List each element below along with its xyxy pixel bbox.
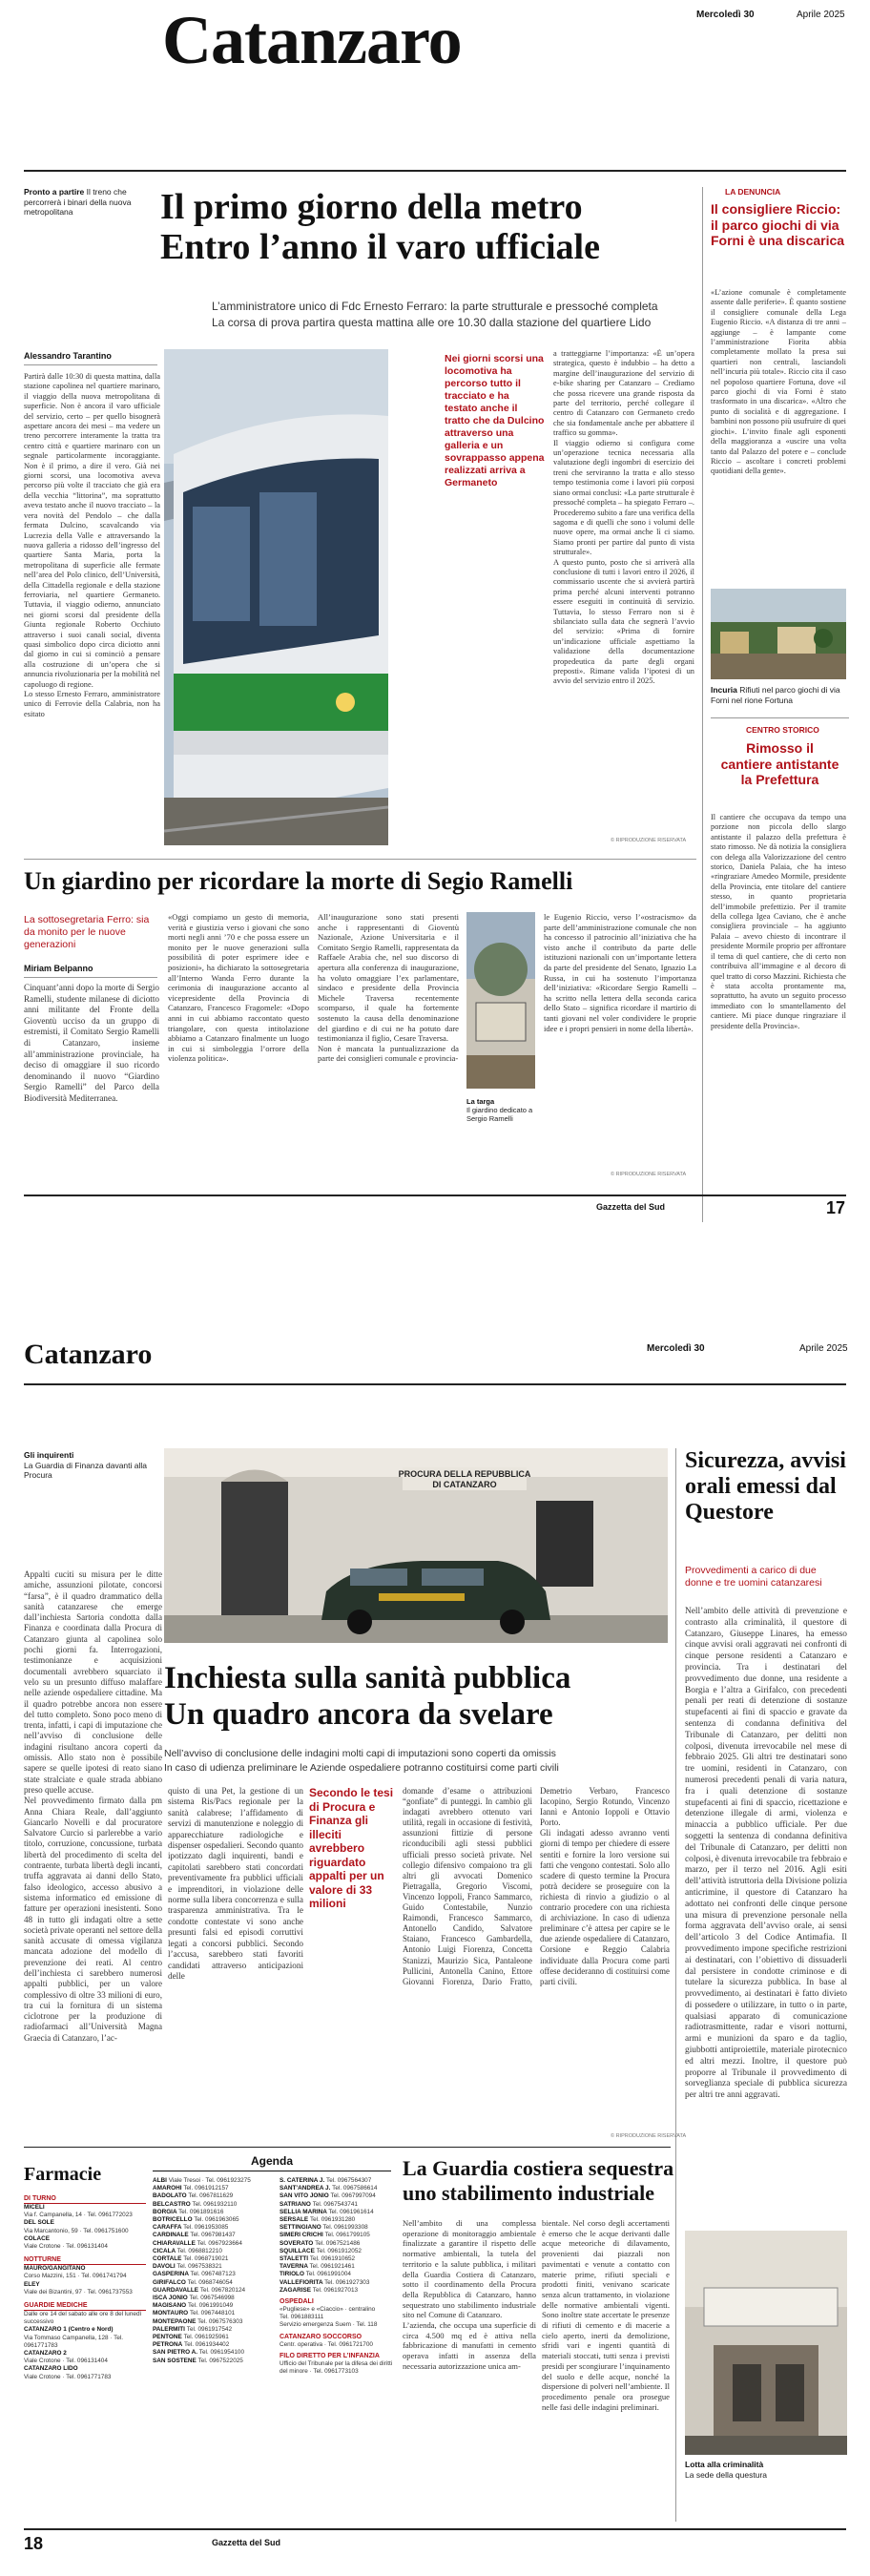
agenda-phone: Tel. 0961927303 bbox=[324, 2278, 370, 2286]
guardia-headline-line-1: La Guardia costiera sequestra bbox=[403, 2156, 674, 2180]
agenda-town: GASPERINA bbox=[153, 2271, 191, 2278]
farmacie-section-head: GUARDIE MEDICHE bbox=[24, 2301, 146, 2311]
agenda-phone: Tel. 0961991049 bbox=[187, 2302, 234, 2310]
agenda-phone: Tel. 0961993308 bbox=[322, 2224, 368, 2232]
agenda-town: SAN SOSTENE bbox=[153, 2357, 198, 2364]
farmacia-name: DEL SOLE bbox=[24, 2219, 54, 2227]
ramelli-author: Miriam Belpanno bbox=[24, 964, 93, 973]
agenda-phone: Tel. 0967576303 bbox=[197, 2317, 243, 2325]
sanita-credit: © RIPRODUZIONE RISERVATA bbox=[611, 2133, 687, 2139]
agenda-block-line: Centr. operativa · Tel. 0961721700 bbox=[280, 2340, 373, 2348]
agenda-town: MONTEPAONE bbox=[153, 2317, 198, 2325]
farmacie-list bbox=[24, 2194, 146, 2381]
agenda-row bbox=[153, 2271, 277, 2278]
farmacia-name: COLACE bbox=[24, 2234, 50, 2242]
agenda-phone: Tel. 0967487123 bbox=[190, 2271, 236, 2278]
agenda-block-line: «Pugliese» e «Ciaccio» · centralino bbox=[280, 2306, 376, 2314]
page17-footer-number: 17 bbox=[826, 1198, 846, 1217]
agenda-row bbox=[280, 2185, 394, 2192]
sanita-column-3: domande d’esame o attribuzioni “gonfiate” di punteggi. In cambio gli indagati avrebbero ottenuto vari utilità, regali in occasione di festività, assunzioni fittizie di persone riconducibili agli stessi pubblici ufficiali presso società private. Nel collegio difensivo compaiono tra gli altri gli avvocati Domenico Pietragalla, Gregorio Viscomi, Vincenzo Ioppoli, Franco Sammarco, Guido Contestabile, Nunzio Raimondi, Francesco Sammarco, Antonello Candido, Salvatore Staiano, Francesco Gambardella, Antonio Luigi Fiorenza, Concetta Stanizzi, Maurizio Sica, Pantaleone Pullicini, Antonella Canino, Ettore Giovanni Fiorenza, Dario Fratto, Demetrio Verbaro, Francesco Iacopino, Sergio Rotundo, Vincenzo Iannì e Antonio Ioppoli e Ottavio Porto. Gli indagati adesso avranno venti giorni di tempo per chiedere di essere sentiti e fornire la loro versione sui fatti che vengono contestati. Solo allo scadere di questo termine la Procura potrà decidere se proseguire con la richiesta di rinvio a giudizio o al contrario procedere con una richiesta di archiviazione. In caso di udienza preliminare c’è attesa per capire se le due aziende ospedaliere di Catanzaro, Corsione e Reggio Calabria individuate dalla Procura come parti offese decideranno di costituirsi come parti civili. bbox=[403, 1786, 670, 1986]
agenda-town: PENTONE bbox=[153, 2334, 184, 2341]
agenda-town: SATRIANO bbox=[280, 2200, 313, 2208]
ramelli-subhead: La sottosegretaria Ferro: sia da monito per le nuove generazioni bbox=[24, 914, 150, 950]
agenda-phone: Tel. 0967538321 bbox=[176, 2263, 222, 2271]
agenda-row bbox=[153, 2263, 277, 2271]
page18-right-divider bbox=[675, 1448, 676, 2522]
agenda-phone: Tel. 0961954100 bbox=[198, 2349, 245, 2357]
agenda-row bbox=[280, 2224, 394, 2232]
ramelli-photo-caption bbox=[466, 1097, 538, 1124]
page18-footer-paper: Gazzetta del Sud bbox=[212, 2538, 281, 2547]
agenda-phone: Tel. 0967521486 bbox=[315, 2239, 361, 2247]
sanita-headline-line-1: Inchiesta sulla sanità pubblica bbox=[164, 1661, 571, 1695]
agenda-row bbox=[153, 2349, 277, 2357]
right-bottom-body: Il cantiere che occupava da tempo una porzione non piccola dello slargo antistante il palazzo della prefettura è stato rimosso. Ne dà notizia la consigliera con delega alla Valorizzazione del centro storico, Daniela Palaia, che ha inteso «ringraziare Amedeo Mormile, presidente della Provincia, ente titolare del cantiere stesso, in quanto proprietaria dell’immobile prefettizio. Per il tramite della collega Igea Caviano, che è anche consigliera provinciale – ha aggiunto Palaia – avevo chiesto di incontrare il presidente Mormile proprio per affrontare il tema di quel cantiere, che di certo non contribuiva all’immagine e al decoro di quel tratto di corso Mazzini. Richiesta che è stata accolta prontamente ma, soprattutto, ha avuto un seguito processo immediato con lo smantellamento del cantiere. Mi piace dunque ringraziare il presidente della Provincia». bbox=[711, 813, 846, 1030]
agenda-town: SIMERI CRICHI bbox=[280, 2232, 325, 2239]
page18-footer-number: 18 bbox=[24, 2534, 44, 2553]
agenda-town: SAN VITO JONIO bbox=[280, 2192, 331, 2200]
agenda-phone: Tel. 0967564307 bbox=[326, 2177, 372, 2184]
ramelli-column-4: le Eugenio Riccio, verso l’«ostracismo» da parte dell’amministrazione comunale che non ha concesso il patrocinio all’iniziativa che ha visto anche il contributo da parte delle istituzioni nazionali con un’importante lettera da parte del presidente del Senato, Ignazio La Russa, in cui ha sostenuto l’importanza dell’iniziativa: «Ricordare Sergio Ramelli – ha scritto nella lettera della seconda carica dello Stato – significa ricordare il martirio di tanti giovani nel voler condividere le proprie idee e i propri pensieri in nome della libertà». bbox=[544, 912, 696, 1033]
agenda-block-line: Ufficio del Tribunale per la difesa dei diritti del minore · Tel. 0961773103 bbox=[280, 2359, 393, 2376]
agenda-town: SELLIA MARINA bbox=[280, 2208, 329, 2215]
main-body-column-1: Partirà dalle 10:30 di questa mattina, dalla stazione capolinea nel quartiere marinaro, il viaggio della nuova metropolitana di superficie. Non è ancora il varo ufficiale del servizio, certo – per quello bisognerà aspettare ancora dei mesi – ma vedere un treno percorrere interamente la tratta tra centro città e quartiere marinaro con un segnale particolarmente incoraggiante. Non è il primo, a dire il vero. Già nei giorni scorsi, una locomotiva aveva percorso più volte il tracciato che già era della vecchia “littorina”, ma soprattutto aveva testato anche il nuovo tracciato – la vera novità del Pendolo – che dalla fermata Dulcino, scavalcando via Lucrezia della Valle e attraversando la nuova galleria a ridosso dell’ingresso del quartiere Santa Maria, porta la metropolitana di superficie alle fermate nell’area del Polo clinico, dell’Università, della Cittadella regionale e della stazione ferroviaria, nel quartiere Germaneto. Tuttavia, il viaggio odierno, annunciato nei giorni scorsi dal presidente della Giunta regionale Roberto Occhiuto attraverso i suoi canali social, diventa quasi simbolico dopo circa diciotto anni dal giorno in cui si cominciò a pensare alla costruzione di un’opera che si annuncia rivoluzionaria per la mobilità nel capoluogo di regione. Lo stesso Ernesto Ferraro, amministratore unico di Ferrovie della Calabria, non ha esitato bbox=[24, 372, 160, 718]
agenda-phone: Tel. 0961932110 bbox=[192, 2200, 238, 2208]
agenda-row bbox=[153, 2334, 277, 2341]
agenda-row bbox=[280, 2271, 394, 2278]
guardia-headline-line-2: uno stabilimento industriale bbox=[403, 2181, 655, 2205]
farmacia-detail: Viale dei Bizantini, 97 · Tel. 0961737553 bbox=[24, 2288, 133, 2296]
agenda-phone: Tel. 0967543741 bbox=[312, 2200, 358, 2208]
agenda-town: TAVERNA bbox=[280, 2263, 310, 2271]
agenda-row bbox=[153, 2248, 277, 2255]
guardia-column-1: Nell’ambito di una complessa operazione di monitoraggio ambientale finalizzate a garantire il rispetto delle normative ambientali, la tutela del territorio e la salute pubblica, i militari della Guardia Costiera di Catanzaro, sotto il coordinamento della Procura della Repubblica di Catanzaro, hanno sequestrato uno stabilimento industriale sito nel Comune di Catanzaro. L’azienda, che occupa una superficie di circa 4.500 mq ed è attiva nella fabbricazione di manufatti in cemento operava infatti in assenza della necessaria autorizzazione unica am- bbox=[403, 2218, 536, 2371]
right-bottom-headline: Rimosso il cantiere antistante la Prefettura bbox=[720, 740, 839, 787]
agenda-row bbox=[153, 2216, 277, 2224]
agenda-town: GUARDAVALLE bbox=[153, 2286, 200, 2294]
main-headline-line-2: Entro l’anno il varo ufficiale bbox=[160, 227, 600, 267]
questura-photo-caption bbox=[685, 2460, 842, 2480]
agenda-town: VALLEFIORITA bbox=[280, 2278, 325, 2286]
agenda-town: ZAGARISE bbox=[280, 2286, 313, 2294]
agenda-town: S. CATERINA J. bbox=[280, 2177, 326, 2184]
agenda-phone: Tel. 0961931280 bbox=[309, 2216, 356, 2224]
agenda-town: BADOLATO bbox=[153, 2192, 189, 2200]
farmacia-detail: Viale Crotone · Tel. 0961771783 bbox=[24, 2373, 112, 2380]
agenda-phone: Tel. 0961891616 bbox=[178, 2208, 224, 2215]
agenda-phone: Tel. 0967981437 bbox=[190, 2232, 236, 2239]
ramelli-column-3: All’inaugurazione sono stati presenti anche i rappresentanti di Gioventù Nazionale, Azione Universitaria e il Comitato Sergio Ramelli, rappresentata da Raffaele Arabia che, nel suo discorso di apertura alla conferenza di inaugurazione, ha voluto omaggiare l’ex parlamentare, sindaco e presidente della Provincia Michele Traversa recentemente scomparso, il quale ha fortemente sostenuto la causa della denominazione del giardino e di cui ne ha potuto dare testimonianza il figlio, Cesare Traversa. Non è mancata la puntualizzazione da parte dei consiglieri comunale e provincia- bbox=[318, 912, 459, 1064]
agenda-phone: Tel. 0967820124 bbox=[199, 2286, 246, 2294]
farmacia-name: CATANZARO LIDO bbox=[24, 2365, 78, 2373]
sidebar-teaser-lead: Pronto a partire bbox=[24, 187, 85, 197]
agenda-column-1 bbox=[153, 2177, 277, 2365]
agenda-town: MONTAURO bbox=[153, 2310, 190, 2317]
agenda-row bbox=[280, 2240, 394, 2248]
page17-footer-paper: Gazzetta del Sud bbox=[596, 1202, 666, 1212]
agenda-town: SAN PIETRO A. bbox=[153, 2349, 199, 2357]
agenda-row bbox=[153, 2240, 277, 2248]
agenda-town: PETRONÀ bbox=[153, 2341, 185, 2349]
park-photo-caption bbox=[711, 685, 849, 705]
agenda-phone: Tel. 0961910652 bbox=[309, 2255, 356, 2263]
main-author: Alessandro Tarantino bbox=[24, 351, 112, 361]
farmacia-detail: Corso Mazzini, 151 · Tel. 0961741794 bbox=[24, 2273, 127, 2280]
agenda-block-line: Servizio emergenza Suem · Tel. 118 bbox=[280, 2321, 378, 2329]
agenda-phone: Tel. 0967923664 bbox=[197, 2239, 242, 2247]
agenda-phone: Tel. 0961912157 bbox=[183, 2185, 229, 2192]
agenda-phone: Tel. 0961961614 bbox=[328, 2208, 374, 2215]
ramelli-caption-text: Il giardino dedicato a Sergio Ramelli bbox=[466, 1106, 533, 1124]
right-top-headline: Il consigliere Riccio: il parco giochi di via Forni è una discarica bbox=[711, 201, 845, 248]
agenda-row bbox=[153, 2302, 277, 2310]
agenda-row bbox=[153, 2318, 277, 2326]
ramelli-caption-lead: La targa bbox=[466, 1097, 495, 1106]
agenda-row bbox=[280, 2209, 394, 2216]
agenda-town: CARDINALE bbox=[153, 2232, 191, 2239]
right-mid-rule bbox=[711, 717, 849, 718]
farmacia-name: MICELI bbox=[24, 2204, 45, 2211]
main-credit: © RIPRODUZIONE RISERVATA bbox=[611, 838, 687, 843]
park-caption-text: Rifiuti nel parco giochi di via Forni nel rione Fortuna bbox=[711, 685, 840, 705]
agenda-town: MAGISANO bbox=[153, 2302, 188, 2310]
agenda-phone: Tel. 0961991004 bbox=[305, 2271, 351, 2278]
agenda-phone: Tel. 0967448101 bbox=[189, 2310, 236, 2317]
agenda-row bbox=[153, 2287, 277, 2295]
farmacie-section-head: NOTTURNE bbox=[24, 2255, 146, 2265]
farmacia-detail: Via Marcantonio, 59 · Tel. 0961751600 bbox=[24, 2227, 129, 2234]
agenda-town: STALETTÌ bbox=[280, 2255, 310, 2263]
agenda-phone: Tel. 0961912052 bbox=[316, 2247, 362, 2254]
masthead-day: Mercoledì 30 bbox=[696, 10, 755, 20]
questura-caption-text: La sede della questura bbox=[685, 2469, 768, 2480]
agenda-phone: Tel. 0967586614 bbox=[332, 2185, 378, 2192]
ramelli-plaque-photo bbox=[466, 912, 535, 1089]
agenda-row bbox=[280, 2263, 394, 2271]
farmacia-name: CATANZARO 1 (Centro e Nord) bbox=[24, 2326, 114, 2334]
sidebar-teaser bbox=[24, 187, 134, 218]
agenda-row bbox=[153, 2310, 277, 2317]
agenda-row bbox=[280, 2287, 394, 2295]
agenda-town: BORGIA bbox=[153, 2208, 179, 2215]
farmacia-detail: Viale Crotone · Tel. 096131404 bbox=[24, 2243, 108, 2251]
agenda-row bbox=[280, 2177, 394, 2185]
questura-photo bbox=[685, 2231, 847, 2455]
right-bottom-kicker: CENTRO STORICO bbox=[746, 725, 819, 735]
agenda-block-line: Tel. 0961883111 bbox=[280, 2314, 324, 2321]
agenda-town: CICALA bbox=[153, 2247, 177, 2254]
main-headline-line-1: Il primo giorno della metro bbox=[160, 187, 583, 227]
agenda-row bbox=[153, 2341, 277, 2349]
agenda-town: BELCASTRO bbox=[153, 2200, 193, 2208]
agenda-town: BOTRICELLO bbox=[153, 2216, 195, 2224]
sanita-pull-quote: Secondo le tesi di Procura e Finanza gli illeciti avrebbero riguardato appalti per un valore di 33 milioni bbox=[309, 1786, 394, 1910]
page18-caption-lead: Gli inquirenti bbox=[24, 1450, 74, 1460]
agenda-phone: Tel. 0961799105 bbox=[324, 2232, 370, 2239]
masthead-title: Catanzaro bbox=[162, 2, 462, 78]
agenda-row bbox=[153, 2209, 277, 2216]
agenda-row bbox=[280, 2201, 394, 2209]
agenda-column-2 bbox=[280, 2177, 394, 2376]
agenda-town: SETTINGIANO bbox=[280, 2224, 323, 2232]
agenda-town: SOVERATO bbox=[280, 2239, 316, 2247]
farmacia-name: ELEY bbox=[24, 2280, 40, 2288]
sanita-column-2: quisto di una Pet, la gestione di un sistema Ris/Pacs regionale per la sanità calabrese; l’affidamento di servizi di manutenzione e noleggio di apparecchiature radiologiche e dispenser ospedalieri. Secondo quanto ipotizzato dagli inquirenti, bandi e capitolati sarebbero stati concordati preventivamente fra pubblici ufficiali e imprenditori, in violazione delle norme sulla libera concorrenza e sulla trasparenza amministrativa. Tra le condotte contestate vi sono anche presunti falsi ed episodi corruttivi legati a concorsi pubblici. Secondo l’accusa, sarebbero stati favoriti candidati attraverso anticipazioni delle bbox=[168, 1786, 303, 1981]
agenda-row bbox=[153, 2255, 277, 2263]
page18-masthead-title: Catanzaro bbox=[24, 1339, 153, 1370]
farmacia-detail: Via Tommaso Campanella, 128 · Tel. 0961771783 bbox=[24, 2334, 124, 2349]
farmacia-detail: Viale Crotone · Tel. 096131404 bbox=[24, 2358, 108, 2365]
agenda-town: CARAFFA bbox=[153, 2224, 184, 2232]
agenda-row bbox=[153, 2326, 277, 2334]
masthead-date: Aprile 2025 bbox=[797, 10, 845, 20]
ramelli-credit: © RIPRODUZIONE RISERVATA bbox=[611, 1172, 687, 1177]
agenda-town: CORTALE bbox=[153, 2255, 184, 2263]
ramelli-top-rule bbox=[24, 859, 696, 860]
right-top-kicker: LA DENUNCIA bbox=[725, 187, 781, 197]
agenda-phone: Tel. 0961934402 bbox=[184, 2341, 230, 2349]
agenda-phone: Viale Tresoi · Tel. 0961923275 bbox=[168, 2177, 251, 2184]
agenda-row bbox=[280, 2255, 394, 2263]
farmacia-detail: Via f. Campanella, 14 · Tel. 0961772023 bbox=[24, 2212, 133, 2219]
agenda-phone: Tel. 0968812210 bbox=[176, 2247, 222, 2254]
agenda-row bbox=[153, 2185, 277, 2192]
agenda-phone: Tel. 0967546998 bbox=[189, 2295, 235, 2302]
metro-photo-caption: Nei giorni scorsi una locomotiva ha percorso tutto il tracciato e ha testato anche il tratto che da Dulcino attraverso una galleria e un sovrappasso appena realizzati arriva a Germaneto bbox=[445, 353, 545, 488]
agenda-phone: Tel. 0961925961 bbox=[183, 2334, 229, 2341]
main-subhead-line-1: L’amministratore unico di Fdc Ernesto Ferraro: la parte strutturale e pressoché completa bbox=[212, 300, 658, 313]
farmacia-detail: Dalle ore 14 del sabato alle ore 8 del lunedì successivo bbox=[24, 2311, 142, 2326]
agenda-town: SANT’ANDREA J. bbox=[280, 2185, 333, 2192]
agenda-row bbox=[153, 2232, 277, 2239]
farmacia-name: MAURO/GANGITANO bbox=[24, 2265, 86, 2273]
sanita-subhead-line-2: In caso di udienza preliminare le Aziende ospedaliere potranno costituirsi come parti civili bbox=[164, 1762, 559, 1774]
farmacia-name: CATANZARO 2 bbox=[24, 2350, 67, 2358]
page18-masthead-date: Aprile 2025 bbox=[799, 1343, 848, 1354]
agenda-town: SQUILLACE bbox=[280, 2247, 317, 2254]
questore-body: Nell’ambito delle attività di prevenzione e contrasto alla criminalità, il questore di Catanzaro, Giuseppe Linares, ha emesso cinque avvisi orali aggravati nei confronti di cinque persone residenti a Catanzaro e provincia. Tra i destinatari del provvedimento due donne, una residente a Borgia e l’altra a Girifalco, con precedenti penali per reati di detenzione di sostanze stupefacenti ai fini di spaccio e gravate da sentenza di condanna definitiva del Tribunale di Catanzaro, per delitti non colposi, divenuta irrevocabile nel mese di febbraio 2025. Gli altri tre destinatari sono tre uomini, residenti in Catanzaro, con numerosi precedenti penali di varia natura, fra i quali detenzione di sostanze stupefacenti ai fini di spaccio, ricettazione e detenzione illegale di armi, violenza e minaccia a pubblico ufficiale. Per due soggetti la sentenza di condanna definitiva del Tribunale di Catanzaro, per delitti non colposi, è divenuta irrevocabile tra febbraio e marzo, per il terzo nel 2016. Agli esiti dell’attività istruttoria della Divisione polizia anticrimine, il questore di Catanzaro ha adottato nei confronti delle cinque persone una misura di prevenzione personale nella forma aggravata dell’avviso orale, ai sensi dell’articolo 3 del Codice Antimafia. Il provvedimento impone specifiche restrizioni ai destinatari, con l’obiettivo di dissuaderli dal persistere in condotte criminose e di tutelare la sicurezza pubblica. In base al provvedimento, ai destinatari è fatto divieto di possedere o utilizzare, in tutto o in parte, qualsiasi apparato di comunicazione radiotrasmittente, radar e visori notturni, armi e munizioni da sparo e da taglio, giubbotti antiproiettile, materiale pirotecnico ed altri mezzi. Inoltre, il questore può proporre al Tribunale il provvedimento di sorveglianza speciale di pubblica sicurezza per altri tre anni aggravati. bbox=[685, 1607, 847, 2101]
agenda-block-head: OSPEDALI bbox=[280, 2298, 314, 2306]
agenda-row bbox=[153, 2295, 277, 2302]
masthead-rule bbox=[24, 170, 846, 172]
ramelli-column-1: Cinquant’anni dopo la morte di Sergio Ramelli, studente milanese di diciotto anni militante del Fronte della Gioventù ucciso da un gruppo di estremisti, il Comitato Sergio Ramelli di Catanzaro, insieme all’amministrazione provinciale, ha deciso di omaggiare il suo ricordo denominando il nuovo “Giardino Sergio Ramelli” del Parco della Biodiversità Mediterranea. bbox=[24, 983, 159, 1103]
page18-masthead-day: Mercoledì 30 bbox=[647, 1343, 705, 1354]
agenda-town: TIRIOLO bbox=[280, 2271, 306, 2278]
agenda-row bbox=[280, 2192, 394, 2200]
agenda-row bbox=[153, 2201, 277, 2209]
page18-masthead-rule bbox=[24, 1383, 846, 1385]
agenda-block-head: FILO DIRETTO PER L’INFANZIA bbox=[280, 2352, 380, 2359]
main-subhead-line-2: La corsa di prova partira questa mattina alle ore 10.30 dalla stazione del quartiere Lido bbox=[212, 316, 652, 329]
page18-photo-caption bbox=[24, 1450, 162, 1481]
agenda-town: ISCA JONIO bbox=[153, 2295, 190, 2302]
agenda-town: ALBI bbox=[153, 2177, 169, 2184]
agenda-row bbox=[280, 2248, 394, 2255]
agenda-phone: Tel. 0961963065 bbox=[194, 2216, 239, 2224]
agenda-block-head: CATANZARO SOCCORSO bbox=[280, 2333, 362, 2340]
page18-footer-rule bbox=[24, 2528, 846, 2530]
agenda-phone: Tel. 0968746054 bbox=[187, 2278, 233, 2286]
agenda-phone: Tel. 0968719021 bbox=[183, 2255, 229, 2263]
ramelli-column-2: «Oggi compiamo un gesto di memoria, verità e giustizia verso i giovani che sono morti negli anni ’70 e che possa essere un monito per le nuove generazioni sulla possibilità di poter esprimere idee e posizioni», ha dichiarato la sottosegretaria all’Interno Wanda Ferro durante la cerimonia di inaugurazione accanto al vicepresidente della Provincia di Catanzaro, Francesco Fragomele: «Dopo anni in cui abbiamo raccontato questo triangolare, con questa intitolazione abbiamo a Catanzaro finalmente un luogo in cui si simboleggia l’orrore della violenza politica». bbox=[168, 912, 309, 1064]
page18-mid-rule bbox=[24, 2147, 671, 2148]
agenda-phone: Tel. 0967811629 bbox=[188, 2192, 234, 2200]
procura-sign-line-1: PROCURA DELLA REPUBBLICA bbox=[398, 1469, 531, 1479]
agenda-row bbox=[153, 2192, 277, 2200]
guardia-column-2: bientale. Nel corso degli accertamenti è emerso che le acque derivanti dalle acque meteoriche di dilavamento, provenienti dai piazzali non pavimentati e venute a contatto con materie prime, rifiuti speciali e prodotti finiti, venivano scaricate senza alcun trattamento, in violazione delle normative ambientali vigenti. Sono inoltre state accertate le presenze di rifiuti di cemento e di macerie a cielo aperto, inerti da demolizione, sfridi vari e ingenti quantità di materiali stoccati, tutti senza i previsti presidi per scongiurare l’inquinamento del suolo e delle acque, nonché la dispersione di polveri nell’ambiente. Il procedimento penale ora prosegue nelle fasi delle indagini preliminari. bbox=[542, 2218, 670, 2412]
farmacie-section-head: DI TURNO bbox=[24, 2194, 146, 2204]
right-top-body: «L’azione comunale è completamente assente dalle periferie». È quanto sostiene il consigliere comunale della Lega Eugenio Riccio. «A distanza di tre anni – aggiunge – è lampante come l’amministrazione Fiorita abbia completamente mollato la presa sui quartieri non centrali, lasciandoli nell’incuria più totale». Riccio cita il caso nel popoloso quartiere Fortuna, dove «il parco giochi di via Forni è stato trasformato in una discarica». «Altro che punto di socialità e di aggregazione. I bambini non possono più usufruire di quei giochi». L’invito finale agli esponenti della maggioranza a «uscire una volta tanto dal Palazzo del potere e – conclude Riccio – ascoltare i concreti problemi quotidiani della gente». bbox=[711, 288, 846, 476]
agenda-row bbox=[280, 2279, 394, 2287]
agenda-title: Agenda bbox=[153, 2154, 391, 2171]
questore-subhead: Provvedimenti a carico di due donne e tre uomini catanzaresi bbox=[685, 1565, 822, 1589]
park-caption-lead: Incuria bbox=[711, 685, 737, 695]
agenda-town: AMAROHI bbox=[153, 2185, 184, 2192]
agenda-row bbox=[280, 2232, 394, 2239]
questura-caption-lead: Lotta alla criminalità bbox=[685, 2460, 764, 2469]
sanita-column-1: Appalti cuciti su misura per le ditte amiche, assunzioni pilotate, concorsi “farsa”, è il quadro drammatico della sanità catanzarese che emerge dall’inchiesta Sartoria condotta dalla Finanza e coordinata dalla Procura di Catanzaro giunta al capolinea solo pochi giorni fa. Interrogazioni, testimonianze e acquisizioni documentali avrebbero squarciato il velo su un presunto diffuso malaffare nelle aziende ospedaliere cittadine. Ma il quadro potrebbe ancora non essere del tutto completo. Sono poco meno di trenta, infatti, i capi di imputazione che nell’avviso di conclusione delle indagini risultano ancora coperti da omissis. Allo stato non è possibile sapere se quelle ipotesi di reato siano state stralciate e quale strada abbiano preso quelle accuse. Nel provvedimento firmato dalla pm Anna Chiara Reale, dall’aggiunto Giancarlo Novelli e dal procuratore Salvatore Curcio si parlerebbe a vario titolo, corruzione, concussione, turbata libertà del procedimento di scelta del contraente, turbata libertà degli incanti, truffa aggravata ai danni dello Stato, falso ideologico, accesso abusivo a sistema informatico ed emissione di fatture per operazioni inesistenti. Sono 48 in tutto gli indagati oltre a sette società private operanti nel settore della sanità accusate di omessa vigilanza mancata adozione del modello di prevenzione dei reati. Al centro dell’inchiesta ci sarebbero numerosi appalti pubblici, per un valore complessivo di oltre 33 milioni di euro, tra cui la fornitura di un sistema ciclotrone per la produzione di radiofarmaci all’Università Magna Graecia di Catanzaro, l’ac- bbox=[24, 1569, 162, 2043]
procura-sign-line-2: DI CATANZARO bbox=[432, 1480, 497, 1489]
agenda-row bbox=[153, 2279, 277, 2287]
agenda-phone: Tel. 0961953085 bbox=[183, 2224, 229, 2232]
agenda-phone: Tel. 0961917542 bbox=[186, 2325, 233, 2333]
agenda-town: CHIARAVALLE bbox=[153, 2239, 197, 2247]
sanita-headline-line-2: Un quadro ancora da svelare bbox=[164, 1697, 553, 1732]
procura-photo bbox=[164, 1448, 668, 1643]
sanita-subhead-line-1: Nell’avviso di conclusione delle indagini molti capi di imputazioni sono coperti da omissis bbox=[164, 1748, 556, 1759]
agenda-town: DAVOLI bbox=[153, 2263, 177, 2271]
agenda-phone: Tel. 0967997094 bbox=[330, 2192, 376, 2200]
questore-headline: Sicurezza, avvisi orali emessi dal Questore bbox=[685, 1448, 846, 1525]
park-photo bbox=[711, 589, 846, 679]
metro-train-photo bbox=[164, 349, 388, 845]
right-column-divider bbox=[702, 187, 703, 1222]
agenda-row bbox=[153, 2358, 277, 2365]
agenda-town: SERSALE bbox=[280, 2216, 310, 2224]
agenda-row bbox=[153, 2224, 277, 2232]
page18-caption-text: La Guardia di Finanza davanti alla Procura bbox=[24, 1460, 147, 1480]
agenda-phone: Tel. 0961921461 bbox=[309, 2263, 355, 2271]
farmacie-title: Farmacie bbox=[24, 2164, 102, 2185]
main-body-column-3: a tratteggiarne l’importanza: «È un’opera strategica, questo è indubbio – ha detto a margine dell’inaugurazione del servizio di e-bike sharing per Catanzaro – Crediamo che possa ricevere una grande risposta da parte del territorio, perché collegare il centro di Catanzaro con Germaneto credo che sia fondamentale anche per abbattere il traffico su gomma». Il viaggio odierno si configura come un’operazione tecnica necessaria alla valutazione degli ingombri di esercizio dei treni che serviranno la tratta e allo stesso tempo testimonia come i lavori più corposi siano ormai conclusi: «La parte strutturale è pressoché completa – ha spiegato Ferraro –. Procederemo subito a fare una verifica della sagoma e di quelli che sono i volumi delle nuove opere, ma ormai anche lì ci siamo. Siamo pronti per partire dal punto di vista strutturale». A questo punto, posto che si arriverà alla conclusione di tutti i lavori entro il 2026, il commissario uscente che si avvierà partirà prima perché alcuni interventi potranno essere eseguiti in continuità di servizio. Tuttavia, lo stesso Ferraro non si è sbilanciato sulla data che segnerà l’avvio del servizio: «Prima di fornire un’indicazione ufficiale aspettiamo la validazione della documentazione propedeutica da parte degli organi preposti». Rimane valida l’ipotesi di un avvio del servizio entro il 2025. bbox=[553, 349, 694, 686]
agenda-row bbox=[280, 2216, 394, 2224]
agenda-row bbox=[153, 2177, 277, 2185]
ramelli-headline: Un giardino per ricordare la morte di Segio Ramelli bbox=[24, 867, 573, 895]
agenda-town: PALERMITI bbox=[153, 2325, 187, 2333]
page17-footer-rule bbox=[24, 1195, 846, 1196]
author-rule bbox=[24, 364, 157, 365]
agenda-phone: Tel. 0961927013 bbox=[312, 2286, 359, 2294]
agenda-town: GIRIFALCO bbox=[153, 2278, 188, 2286]
ramelli-author-rule bbox=[24, 977, 157, 978]
agenda-phone: Tel. 0967522025 bbox=[197, 2357, 243, 2364]
sidebar-teaser-text: Il treno che percorrerà i binari della nuova metropolitana bbox=[24, 187, 132, 217]
